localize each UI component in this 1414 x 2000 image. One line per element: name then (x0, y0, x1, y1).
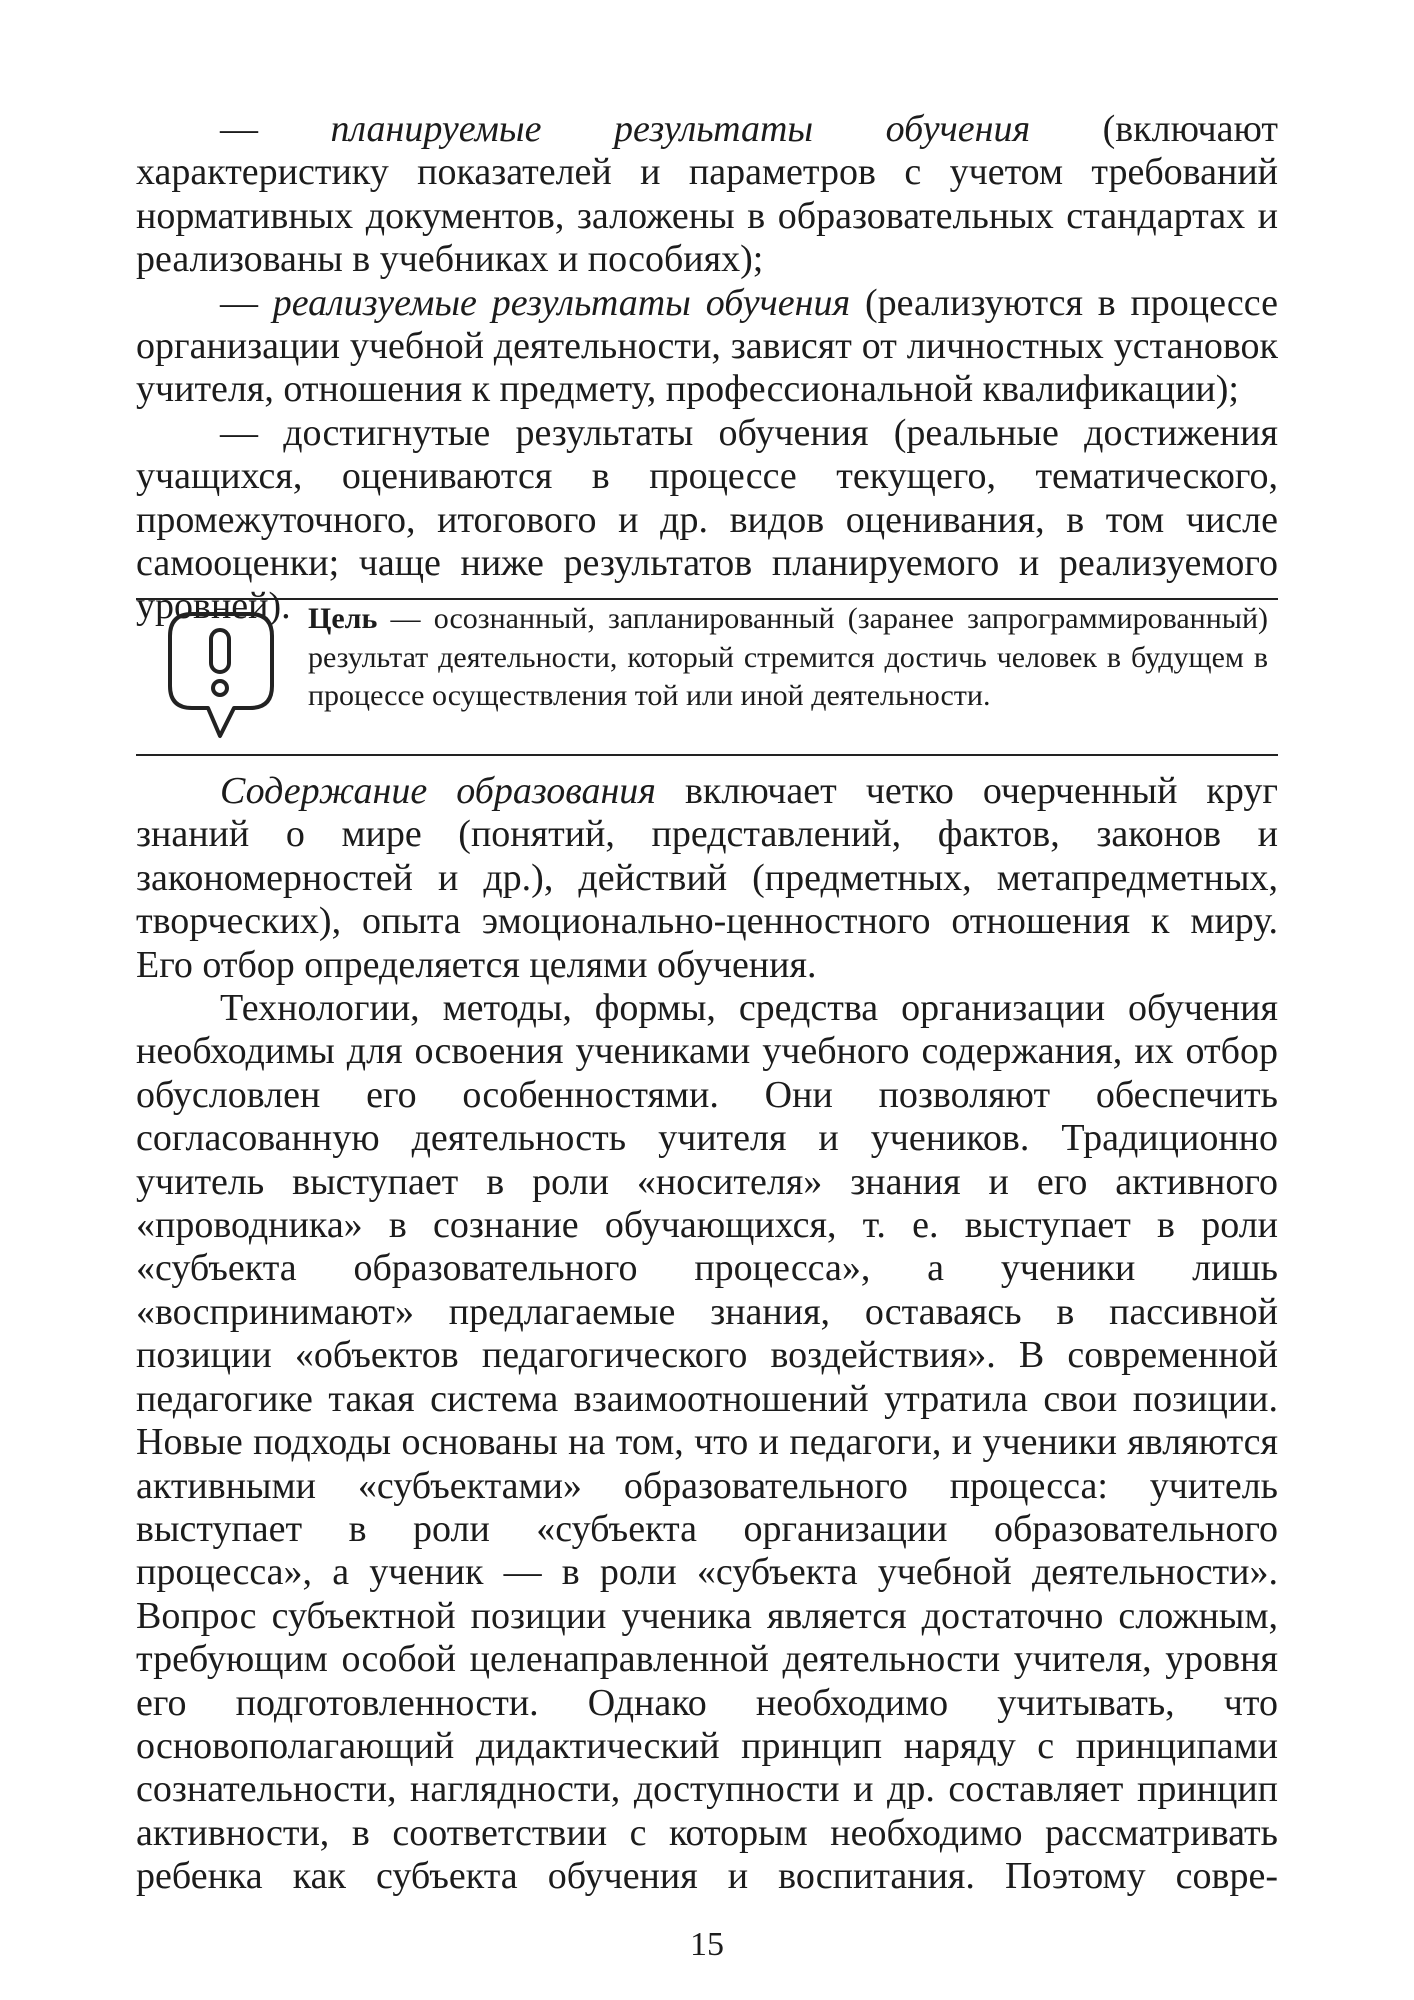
term-implemented-results: реализуемые результаты обучения (272, 281, 851, 324)
main-text (136, 770, 1278, 1899)
term-content-of-education: Содержание образования (220, 770, 656, 812)
page-number: 15 (690, 1926, 724, 1963)
list-item-implemented-results: — реализуемые результаты обучения (реализуются в процессе организации учебной деятельности, зависят от личностных установок учителя, отношения к предмету, профессиональной квалификации); (136, 281, 1278, 411)
results-list (136, 108, 1278, 629)
list-item-achieved-results: — достигнутые результаты обучения (реальные достижения учащихся, оцениваются в процессе текущего, тематического, промежуточного, итогового и др. видов оценивания, в том числе самооценки; чаще ниже результатов планируемого и реализуемого уровней). (136, 411, 1278, 628)
callout-term: Цель (308, 602, 378, 635)
term-planned-results: планируемые результаты обучения (330, 108, 1031, 150)
paragraph-technologies: Технологии, методы, формы, средства организации обучения необходимы для освоения учениками учебного содержания, их отбор обусловлен его особенностями. Они позволяют обеспечить согласованную деятельность учителя и учеников. Традиционно учитель выступает в роли «носителя» знания и его активного «проводника» в сознание обучающихся, т. е. выступает в роли «субъекта образовательного процесса», а ученики лишь «воспринимают» предлагаемые знания, оставаясь в пассивной позиции «объектов педагогического воздействия». В современной педагогике такая система взаимоотношений утратила свои позиции. Новые подходы основаны на том, что и педагоги, и ученики являются активными «субъектами» образовательного процесса: учитель выступает в роли «субъекта организации образовательного процесса», а ученик — в роли «субъекта учебной деятельности». Вопрос субъектной позиции ученика является достаточно сложным, требующим особой целенаправленной деятельности учителя, уровня его подготовленности. Однако необходимо учитывать, что основополагающий дидактический принцип наряду с принципами сознательности, наглядности, доступности и др. составляет принцип активности, в соответствии с которым необходимо рассматривать ребенка как субъекта обучения и воспитания. Поэтому совре- (136, 987, 1278, 1898)
paragraph-content-of-education: Содержание образования включает четко очерченный круг знаний о мире (понятий, представлений, фактов, законов и закономерностей и др.), действий (предметных, метапредметных, творческих), опыта эмоционально-ценностного отношения к миру. Его отбор определяется целями обучения. (136, 770, 1278, 986)
exclamation-speech-bubble-icon (162, 608, 280, 742)
callout-definition: — осознанный, запланированный (заранее запрограммированный) результат деятельности, который стремится достичь человек в будущем в процессе осуществления той или иной деятельности. (308, 602, 1268, 712)
list-item-planned-results: — планируемые результаты обучения (включают характеристику показателей и параметров с учетом требований нормативных документов, заложены в образовательных стандартах и реализованы в учебниках и пособиях); (136, 108, 1279, 281)
callout-bottom-rule (136, 754, 1278, 756)
definition-callout (308, 600, 1268, 716)
